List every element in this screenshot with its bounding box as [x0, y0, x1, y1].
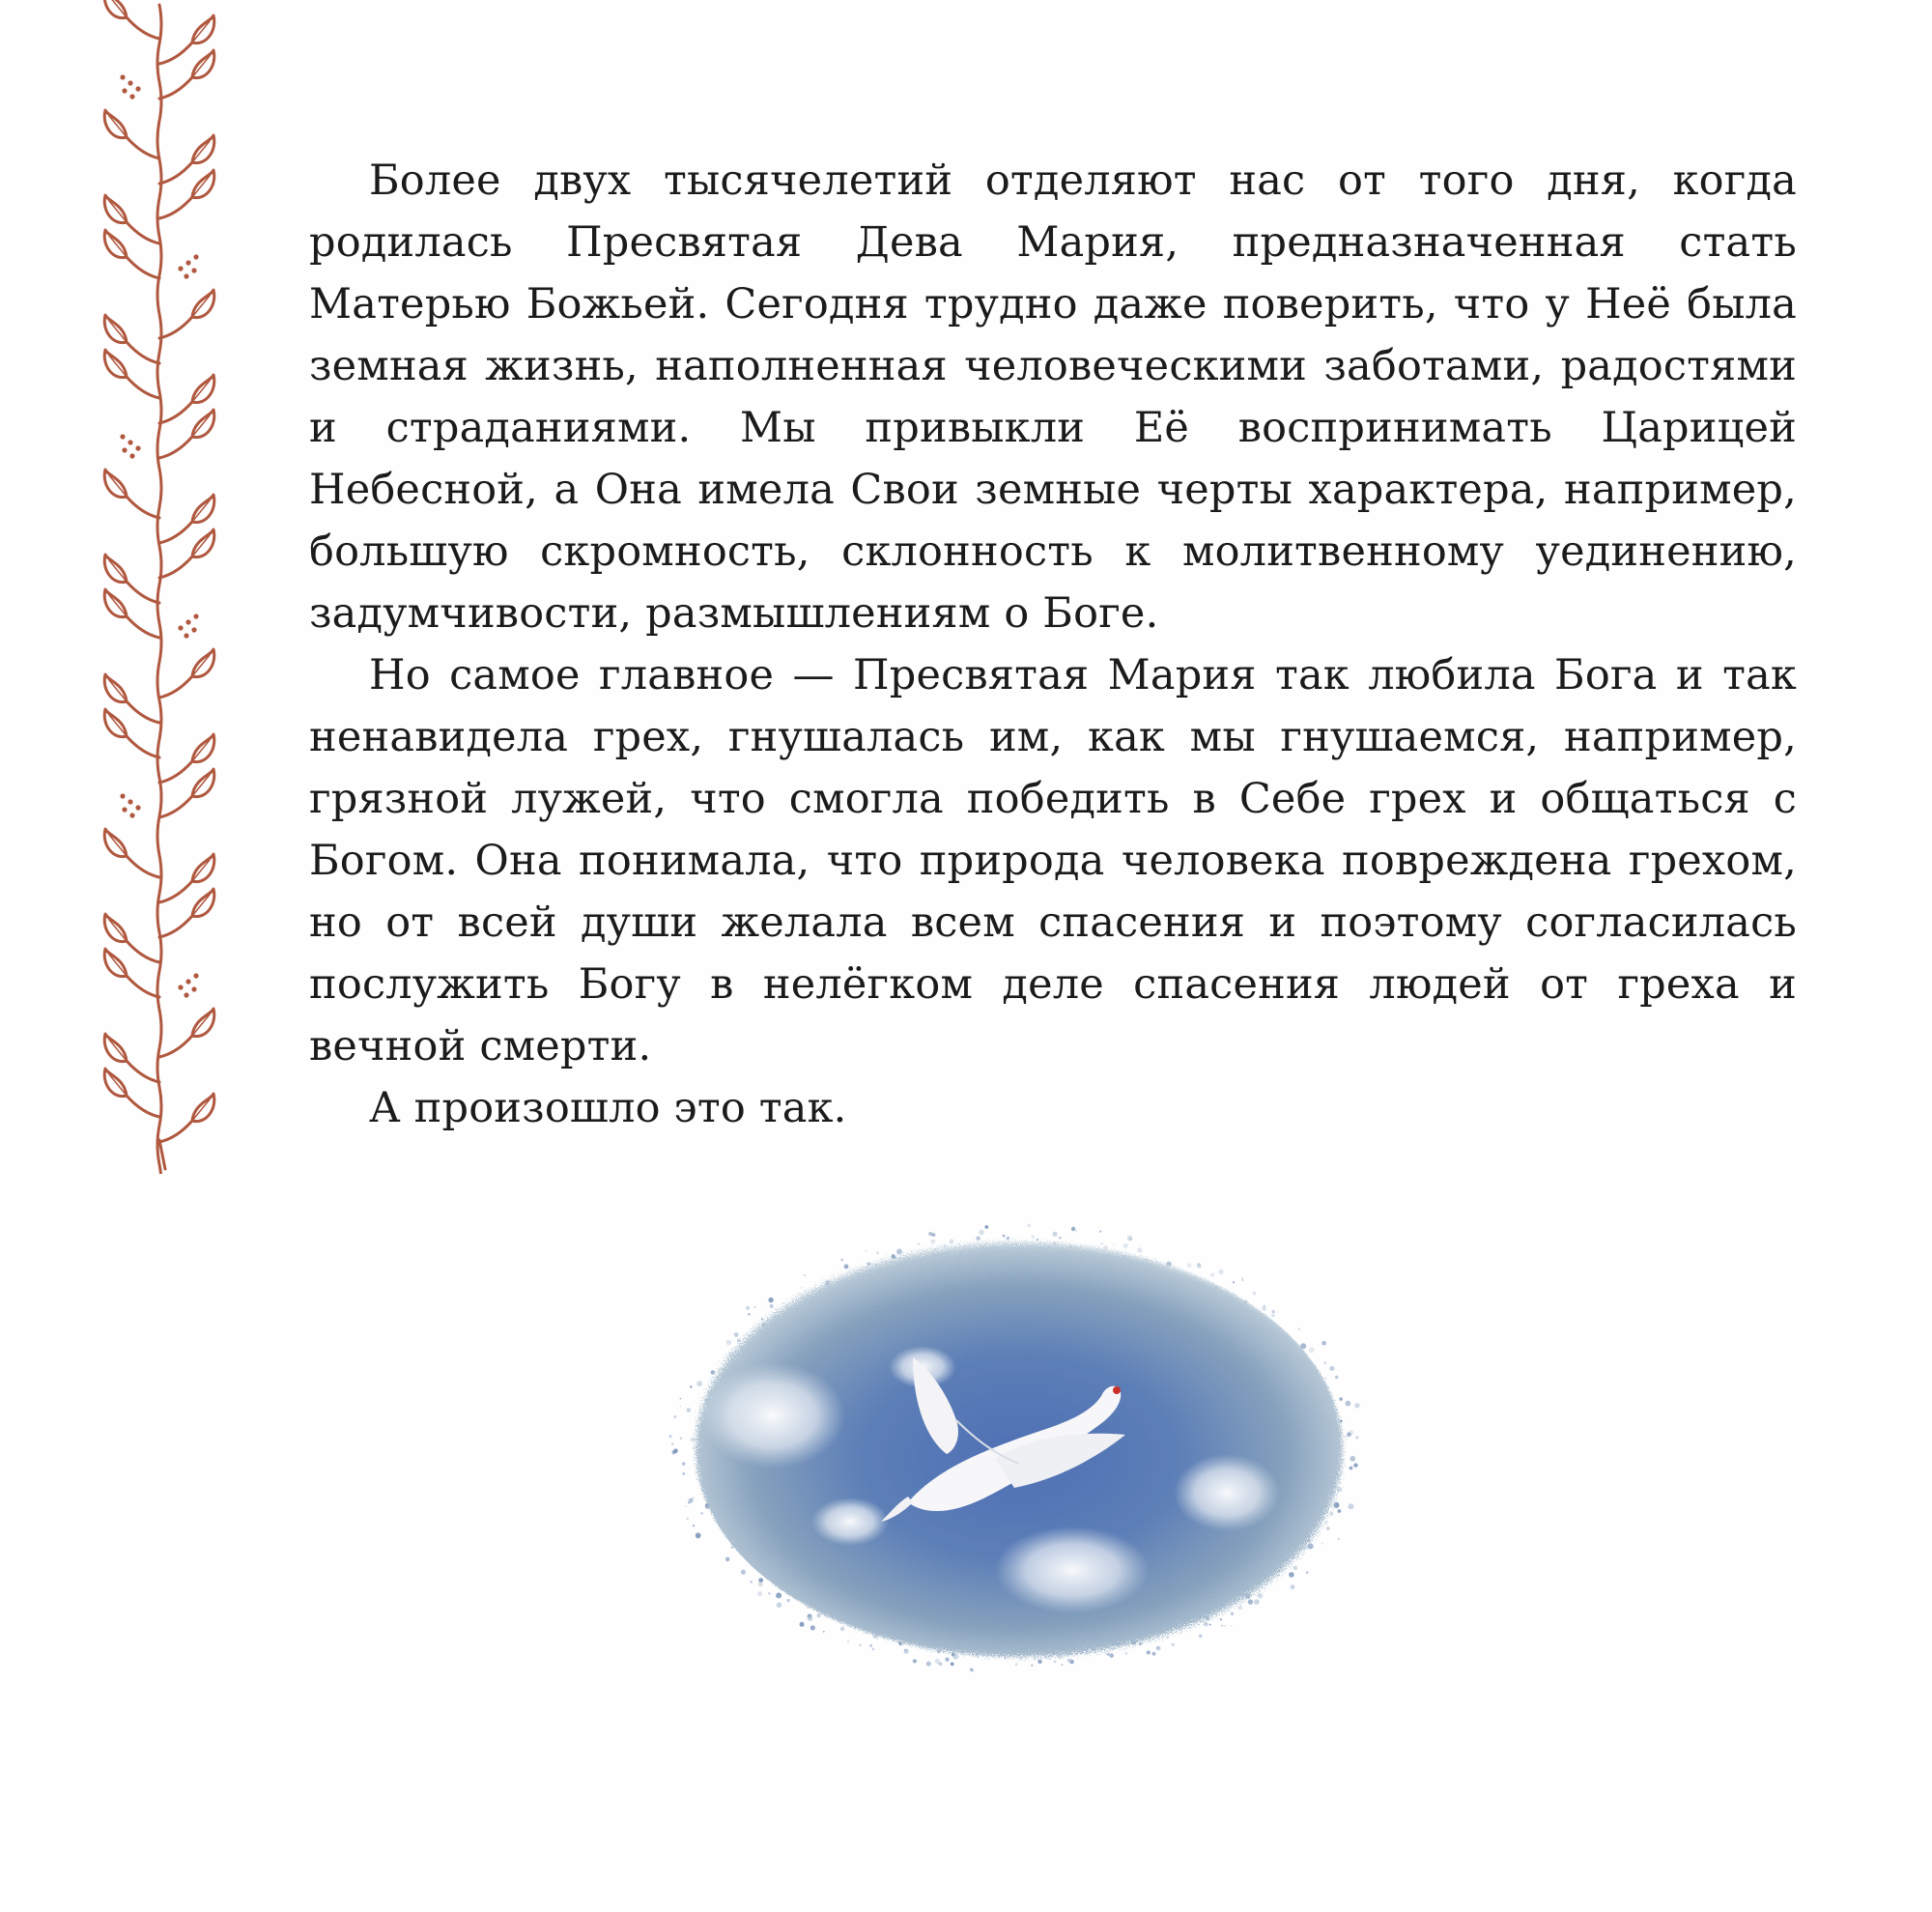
speckle	[1152, 1652, 1156, 1656]
speckle	[1061, 1664, 1063, 1666]
speckle	[1113, 1243, 1115, 1245]
speckle	[817, 1613, 821, 1617]
speckle	[680, 1406, 682, 1408]
speckle	[726, 1340, 732, 1346]
cloud	[995, 1527, 1150, 1613]
speckle	[1338, 1510, 1341, 1513]
speckle	[1324, 1378, 1326, 1380]
vine-berry	[185, 979, 190, 984]
speckle	[687, 1518, 689, 1520]
speckle	[1289, 1572, 1294, 1578]
speckle	[876, 1251, 879, 1254]
speckle	[1221, 1625, 1223, 1627]
vine-branch	[127, 701, 159, 723]
vine-berry	[184, 992, 188, 997]
speckle	[671, 1442, 673, 1444]
paragraph-3: А произошло это так.	[369, 1084, 847, 1132]
vine-branch	[127, 342, 159, 363]
vine-leaf	[104, 0, 127, 18]
speckle	[1306, 1571, 1309, 1574]
vine-branch	[127, 497, 159, 518]
speckle	[687, 1408, 692, 1413]
vine-berry	[193, 614, 198, 618]
speckle	[737, 1339, 741, 1343]
speckle	[1187, 1263, 1192, 1268]
vine-berry	[178, 625, 183, 630]
cloud	[811, 1498, 889, 1546]
speckle	[1075, 1230, 1077, 1232]
speckle	[930, 1240, 935, 1244]
speckle	[741, 1570, 746, 1575]
speckle	[984, 1225, 988, 1229]
vine-branch	[127, 1061, 159, 1082]
speckle	[750, 1581, 752, 1583]
speckle	[1338, 1538, 1340, 1540]
speckle	[1238, 1606, 1242, 1610]
speckle	[1027, 1224, 1031, 1228]
speckle	[1003, 1235, 1006, 1238]
speckle	[810, 1625, 815, 1630]
speckle	[1330, 1512, 1334, 1516]
vine-berry	[135, 805, 140, 810]
speckle	[1321, 1341, 1326, 1346]
speckle	[1253, 1292, 1256, 1295]
speckle	[690, 1385, 693, 1388]
speckle	[776, 1592, 781, 1598]
speckle	[1125, 1652, 1128, 1655]
speckle	[800, 1622, 805, 1627]
vine-berry	[120, 434, 125, 439]
vine-berry	[129, 453, 134, 458]
speckle	[1049, 1658, 1051, 1660]
speckle	[1347, 1432, 1351, 1437]
speckle	[1326, 1527, 1330, 1530]
speckle	[1353, 1463, 1357, 1467]
speckle	[1034, 1657, 1037, 1660]
speckle	[1308, 1543, 1314, 1549]
speckle	[1037, 1239, 1038, 1241]
vine-berry	[129, 94, 134, 99]
speckle	[972, 1669, 974, 1671]
speckle	[840, 1627, 844, 1631]
vine-branch	[159, 796, 192, 817]
speckle	[1166, 1636, 1169, 1639]
speckle	[1271, 1314, 1274, 1317]
vine-berry	[191, 627, 196, 632]
speckle	[748, 1313, 751, 1316]
speckle	[918, 1242, 920, 1244]
vine-branch	[127, 736, 159, 757]
vine-branch	[159, 437, 192, 458]
speckle	[777, 1602, 782, 1608]
speckle	[711, 1370, 715, 1374]
vine-branch	[159, 916, 192, 937]
speckle	[867, 1263, 868, 1265]
vine-branch	[127, 976, 159, 997]
vine-berry	[191, 268, 196, 272]
vine-berry	[135, 445, 140, 450]
vine-branch	[127, 1096, 159, 1117]
speckle	[1210, 1272, 1214, 1276]
vine-berry	[128, 80, 132, 85]
speckle	[938, 1662, 942, 1666]
speckle	[761, 1318, 763, 1320]
floral-vine-ornament-icon	[92, 0, 227, 1174]
cloud	[1174, 1454, 1280, 1531]
speckle	[1323, 1361, 1326, 1364]
speckle	[926, 1662, 931, 1667]
speckle	[1053, 1232, 1058, 1237]
speckle	[758, 1582, 763, 1586]
speckle	[757, 1591, 762, 1596]
speckle	[1345, 1436, 1347, 1438]
speckle	[1209, 1624, 1211, 1626]
speckle	[725, 1557, 730, 1562]
vine-branch	[127, 17, 159, 39]
vine-stem	[157, 5, 161, 1174]
speckle	[869, 1644, 872, 1647]
vine-branch	[159, 522, 192, 543]
vine-berry	[128, 799, 132, 804]
speckle	[1272, 1310, 1275, 1313]
speckle	[847, 1640, 850, 1642]
vine-branch	[127, 257, 159, 278]
speckle	[1220, 1618, 1222, 1620]
speckle	[1139, 1642, 1142, 1645]
speckle	[953, 1654, 959, 1660]
vine-branch	[159, 556, 192, 578]
speckle	[1349, 1503, 1354, 1509]
speckle	[1147, 1650, 1151, 1654]
speckle	[1054, 1660, 1057, 1663]
speckle	[844, 1265, 849, 1270]
speckle	[1329, 1366, 1334, 1371]
speckle	[696, 1532, 701, 1538]
speckle	[1340, 1420, 1343, 1423]
speckle	[977, 1237, 980, 1241]
speckle	[690, 1438, 695, 1442]
vine-berry	[193, 254, 198, 259]
speckle	[1123, 1243, 1128, 1248]
speckle	[693, 1525, 695, 1527]
speckle	[1037, 1660, 1041, 1664]
speckle	[823, 1631, 825, 1633]
speckle	[682, 1462, 685, 1465]
vine-berry	[120, 74, 125, 79]
story-text	[309, 150, 1797, 1139]
speckle	[680, 1438, 682, 1440]
speckle	[944, 1244, 947, 1247]
vine-branch	[159, 317, 192, 338]
vine-branch	[159, 162, 192, 184]
speckle	[1339, 1397, 1343, 1401]
vine-berry	[185, 619, 190, 624]
vine-branch	[127, 222, 159, 243]
speckle	[1335, 1376, 1338, 1379]
speckle	[904, 1649, 906, 1651]
speckle	[1109, 1653, 1114, 1658]
speckle	[872, 1648, 874, 1650]
speckle	[1354, 1403, 1359, 1408]
vine-berry	[135, 86, 140, 91]
speckle	[1230, 1625, 1232, 1627]
speckle	[1233, 1281, 1235, 1283]
vine-branch	[127, 856, 159, 877]
speckle	[801, 1286, 803, 1288]
speckle	[1258, 1593, 1264, 1599]
speckle	[979, 1230, 983, 1235]
speckle	[1031, 1665, 1033, 1667]
speckle	[696, 1381, 702, 1386]
vine-berry	[122, 807, 127, 812]
speckle	[1254, 1599, 1260, 1605]
vine-branch	[127, 941, 159, 962]
vine-berry	[120, 793, 125, 798]
speckle	[932, 1233, 936, 1237]
speckle	[804, 1274, 806, 1276]
speckle	[913, 1659, 917, 1663]
vine-berry	[122, 447, 127, 452]
speckle	[768, 1298, 773, 1302]
speckle	[672, 1450, 676, 1454]
speckle	[1291, 1584, 1295, 1589]
vine-berry	[184, 633, 188, 638]
vine-berry	[191, 986, 196, 991]
vine-branch	[159, 77, 192, 99]
speckle	[1197, 1264, 1202, 1269]
vine-berry	[178, 985, 183, 989]
vine-berry	[122, 88, 127, 93]
speckle	[1137, 1247, 1143, 1253]
speckle	[668, 1435, 671, 1438]
speckle	[1321, 1542, 1323, 1544]
speckle	[734, 1332, 739, 1337]
speckle	[1346, 1401, 1351, 1407]
cloud	[700, 1362, 845, 1469]
vine-berry	[178, 266, 183, 271]
speckle	[808, 1615, 813, 1621]
speckle	[673, 1415, 676, 1418]
speckle	[1248, 1599, 1253, 1604]
vine-branch	[159, 1036, 192, 1057]
speckle	[1032, 1235, 1035, 1238]
speckle	[896, 1249, 902, 1255]
dove-in-sky-illustration	[667, 1213, 1362, 1676]
speckle	[1298, 1328, 1300, 1330]
speckle	[1071, 1227, 1075, 1231]
vine-branch	[159, 881, 192, 902]
speckle	[1350, 1456, 1355, 1462]
speckle	[1156, 1646, 1161, 1651]
vine-branch	[159, 43, 192, 64]
speckle	[700, 1512, 703, 1515]
vine-berry	[129, 813, 134, 817]
speckle	[1204, 1622, 1208, 1627]
vine-berry	[184, 273, 188, 278]
vine-branch	[127, 616, 159, 638]
vine-branch	[159, 1121, 192, 1142]
speckle	[1059, 1237, 1062, 1240]
speckle	[1127, 1236, 1132, 1241]
speckle	[1067, 1659, 1071, 1663]
speckle	[753, 1306, 755, 1308]
speckle	[1231, 1612, 1234, 1615]
speckle	[1172, 1643, 1175, 1646]
speckle	[950, 1239, 954, 1243]
speckle	[768, 1592, 771, 1595]
speckle	[1107, 1653, 1110, 1656]
speckle	[1241, 1279, 1244, 1282]
vine-branch	[159, 761, 192, 783]
vine-berry	[193, 973, 198, 978]
vine-branch	[159, 676, 192, 698]
speckle	[1224, 1625, 1226, 1627]
speckle	[1350, 1467, 1353, 1470]
speckle	[1020, 1658, 1023, 1661]
speckle	[685, 1505, 687, 1507]
speckle	[1005, 1657, 1007, 1659]
speckle	[691, 1497, 695, 1500]
speckle	[1309, 1347, 1315, 1353]
speckle	[746, 1306, 750, 1310]
vine-branch	[127, 582, 159, 603]
speckle	[951, 1662, 954, 1666]
speckle	[770, 1304, 774, 1308]
paragraph-1: Более двух тысячелетий отделяют нас от того дня, когда родилась Пресвятая Дева Мария, предназначенная стать Матерью Божьей. Сегодня трудно даже поверить, что у Неё была земная жизнь, наполненная человеческими заботами, радостями и страданиями. Мы привыкли Её воспринимать Царицей Небесной, а Она имела Свои земные черты характера, например, большую скромность, склонность к молитвенному уединению, задумчивости, размышлениям о Боге.	[309, 157, 1797, 638]
vine-branch	[159, 402, 192, 423]
speckle	[1355, 1436, 1358, 1439]
speckle	[1099, 1231, 1101, 1233]
speckle	[1218, 1270, 1223, 1274]
speckle	[693, 1446, 695, 1448]
speckle	[1334, 1502, 1340, 1508]
speckle	[1007, 1237, 1009, 1240]
speckle	[860, 1644, 862, 1646]
speckle	[1199, 1635, 1203, 1639]
speckle	[866, 1249, 867, 1251]
vine-branch	[127, 377, 159, 398]
speckle	[945, 1657, 949, 1661]
speckle	[1100, 1242, 1103, 1245]
speckle	[680, 1398, 682, 1400]
speckle	[786, 1599, 789, 1602]
speckle	[1293, 1566, 1297, 1570]
speckle	[1086, 1652, 1089, 1655]
speckle	[841, 1259, 843, 1261]
paragraph-2: Но самое главное — Пресвятая Мария так любила Бога и так ненавидела грех, гнушалась им, как мы гнушаемся, например, грязной лужей, что смогла победить в Себе грех и общаться с Богом. Она понимала, что природа человека повреждена грехом, но от всей души желала всем спасения и поэтому согласилась послужить Богу в нелёгком деле спасения людей от греха и вечной смерти.	[309, 651, 1797, 1070]
vine-branch	[127, 137, 159, 158]
vine-branch	[159, 197, 192, 218]
speckle	[1337, 1487, 1342, 1492]
speckle	[1325, 1522, 1327, 1524]
vine-berry	[185, 260, 190, 265]
speckle	[683, 1472, 685, 1474]
vine-berry	[128, 440, 132, 444]
speckle	[1015, 1663, 1018, 1666]
speckle	[1262, 1306, 1266, 1311]
